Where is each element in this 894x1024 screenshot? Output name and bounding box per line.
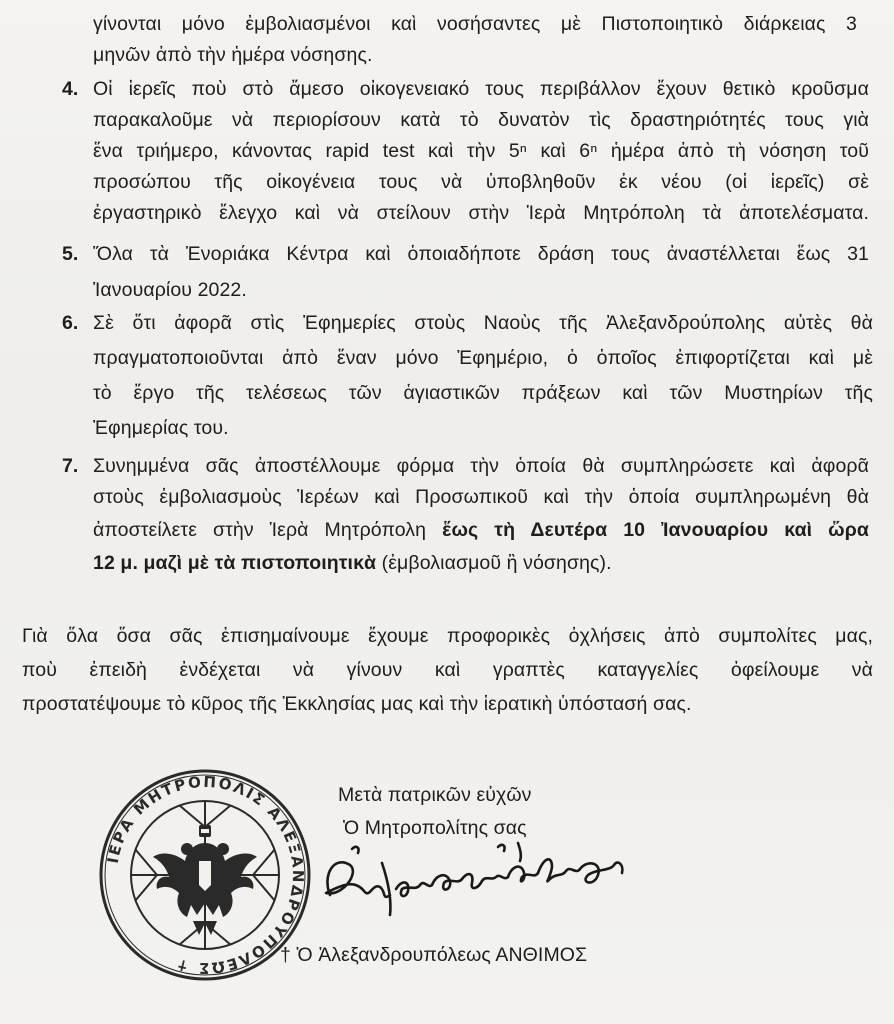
item6-line3: τὸ ἔργο τῆς τελέσεως τῶν ἁγιαστικῶν πράξεων καὶ τῶν Μυστηρίων τῆς (93, 382, 873, 404)
item7-number: 7. (62, 455, 79, 477)
closing-line2: ποὺ ἐπειδὴ ἐνδέχεται νὰ γίνουν καὶ γραπτὲς καταγγελίες ὀφείλουμε νὰ (22, 659, 873, 681)
item3-line2: μηνῶν ἀπὸ τὴν ἡμέρα νόσησης. (93, 44, 373, 66)
item5-line2: Ἰανουαρίου 2022. (93, 279, 247, 301)
item4-line3: ἕνα τριήμερο, κάνοντας rapid test καὶ τὴν 5ⁿ καὶ 6ⁿ ἡμέρα ἀπὸ τὴ νόσηση τοῦ (93, 140, 869, 162)
closing-line3: προστατέψουμε τὸ κῦρος τῆς Ἐκκλησίας μας καὶ τὴν ἱερατικὴ ὑπόστασή σας. (22, 693, 692, 715)
signature-role: Ὁ Μητροπολίτης σας (343, 817, 527, 839)
item4-line4: προσώπου τῆς οἰκογένεια τους νὰ ὑποβληθοῦν ἐκ νέου (οἱ ἱερεῖς) σὲ (93, 171, 869, 193)
item7-line4 (93, 550, 612, 576)
closing-line1: Γιὰ ὅλα ὅσα σᾶς ἐπισημαίνουμε ἔχουμε προφορικὲς ὀχλήσεις ἀπὸ συμπολίτες μας, (22, 625, 873, 647)
item4-line1: Οἱ ἱερεῖς ποὺ στὸ ἄμεσο οἰκογενειακό τους περιβάλλον ἔχουν θετικὸ κροῦσμα (93, 78, 869, 100)
item7-line3-bold: ἕως τὴ Δευτέρα 10 Ἰανουαρίου καὶ ὥρα (442, 519, 870, 541)
item7-line3 (93, 517, 869, 543)
item7-line1: Συνημμένα σᾶς ἀποστέλλουμε φόρμα τὴν ὁποία θὰ συμπληρώσετε καὶ ἀφορᾶ (93, 455, 869, 477)
item7-line4-normal: (ἐμβολιασμοῦ ἢ νόσησης). (376, 552, 612, 574)
item5-line1: Ὅλα τὰ Ἐνοριάκα Κέντρα καὶ ὁποιαδήποτε δράση τους ἀναστέλλεται ἕως 31 (93, 243, 869, 265)
item4-line5: ἐργαστηρικὸ ἔλεγχο καὶ νὰ στείλουν στὴν Ἱερὰ Μητρόπολη τὰ ἀποτελέσματα. (93, 202, 869, 224)
svg-text:ΙΕΡΑ ΜΗΤΡΟΠΟΛΙΣ ΑΛΕΞΑΝΔΡΟΥΠΟΛΕ: ΙΕΡΑ ΜΗΤΡΟΠΟΛΙΣ ΑΛΕΞΑΝΔΡΟΥΠΟΛΕΩΣ ✝ (103, 772, 308, 978)
metropolis-seal (95, 765, 315, 985)
item7-line2: στοὺς ἐμβολιασμοὺς Ἱερέων καὶ Προσωπικοῦ καὶ τὴν ὁποία συμπληρωμένη θὰ (93, 486, 869, 508)
item6-line2: πραγματοποιοῦνται ἀπὸ ἕναν μόνο Ἐφημέριο, ὁ ὁποῖος ἐπιφορτίζεται καὶ μὲ (93, 347, 873, 369)
item6-line4: Ἐφημερίας του. (93, 417, 229, 439)
item7-line4-bold: 12 μ. μαζὶ μὲ τὰ πιστοποιητικὰ (93, 552, 377, 574)
handwritten-signature (312, 835, 642, 930)
item4-number: 4. (62, 78, 79, 100)
item6-line1: Σὲ ὅτι ἀφορᾶ στὶς Ἐφημερίες στοὺς Ναοὺς τῆς Ἀλεξανδρούπολης αὐτὲς θὰ (93, 312, 873, 334)
item5-number: 5. (62, 243, 79, 265)
item7-line3-normal: ἀποστείλετε στὴν Ἱερὰ Μητρόπολη (93, 519, 443, 541)
item4-line2: παρακαλοῦμε νὰ περιορίσουν κατὰ τὸ δυνατὸν τὶς δραστηριότητές τους γιὰ (93, 109, 869, 131)
item6-number: 6. (62, 312, 79, 334)
signature-name: † Ὁ Ἀλεξανδρουπόλεως ΑΝΘΙΜΟΣ (280, 944, 588, 966)
item3-line1: γίνονται μόνο ἐμβολιασμένοι καὶ νοσήσαντες μὲ Πιστοποιητικὸ διάρκειας 3 (93, 13, 857, 35)
signature-greeting: Μετὰ πατρικῶν εὐχῶν (338, 784, 532, 806)
